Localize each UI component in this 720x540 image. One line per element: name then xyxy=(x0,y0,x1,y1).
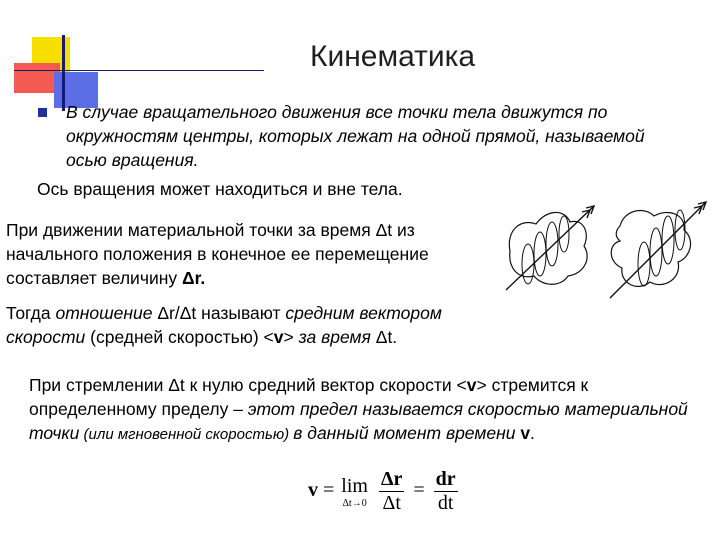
axis-note: Ось вращения может находиться и вне тела. xyxy=(37,179,403,199)
lim-t4: этот предел называется скоростью материальной точки xyxy=(29,399,688,443)
formula-fraction-delta xyxy=(379,468,404,515)
rotation-definition: В случае вращательного движения все точки тела движутся по окружностям центры, которых лежат на одной прямой, называемой осью вращения. xyxy=(66,102,645,170)
average-velocity-paragraph xyxy=(6,301,506,349)
bullet-square-icon xyxy=(38,108,47,117)
avg-t1: Тогда xyxy=(6,303,56,323)
avg-t2: отношение xyxy=(55,303,153,323)
avg-t8: за время xyxy=(298,327,371,347)
lim-t1: При стремлении Δt к нулю средний вектор скорости < xyxy=(29,375,467,395)
velocity-formula xyxy=(308,468,462,515)
avg-t5: (средней скоростью) < xyxy=(85,327,274,347)
rotation-axis-left xyxy=(506,206,594,290)
avg-t7: > xyxy=(283,327,299,347)
lim-t3: > стремится к определенному пределу – xyxy=(29,375,589,419)
displacement-dr: Δr. xyxy=(182,268,206,288)
formula-eq2: = xyxy=(413,479,425,502)
lim-v1: v xyxy=(466,375,477,395)
decor-vertical-line xyxy=(62,35,65,111)
displacement-text: При движении материальной точки за время Δt из начального положения в конечное ее перемещение составляет величину xyxy=(6,220,429,288)
formula-lim-word: lim xyxy=(341,474,368,497)
formula-den1: Δt xyxy=(382,492,401,514)
formula-lim-sub: Δt→0 xyxy=(342,497,367,509)
avg-v: v xyxy=(273,327,284,347)
body-blob-right xyxy=(611,211,690,287)
decor-horizontal-line xyxy=(14,70,264,71)
lim-t8: . xyxy=(530,423,535,443)
lim-t6: в данный момент времени xyxy=(293,423,521,443)
slide-title: Кинематика xyxy=(310,40,476,73)
formula-lim xyxy=(341,475,368,509)
lim-v2: v xyxy=(520,423,531,443)
avg-t9: Δt. xyxy=(370,327,398,347)
lim-t5: (или мгновенной скоростью) xyxy=(79,426,294,443)
formula-num1: Δr xyxy=(380,468,403,490)
formula-den2: dt xyxy=(437,492,454,514)
instant-velocity-paragraph xyxy=(29,373,709,447)
formula-fraction-d xyxy=(434,468,458,515)
orbit-left-3 xyxy=(546,222,558,266)
formula-eq1: = xyxy=(323,479,335,502)
formula-num2: dr xyxy=(435,468,456,490)
displacement-paragraph xyxy=(6,218,486,290)
rotation-illustration xyxy=(498,196,713,308)
avg-t4: средним вектором скорости xyxy=(6,303,442,347)
formula-v: v xyxy=(308,479,318,502)
avg-t3: Δr/Δt называют xyxy=(152,303,286,323)
orbit-left-1 xyxy=(522,244,534,284)
